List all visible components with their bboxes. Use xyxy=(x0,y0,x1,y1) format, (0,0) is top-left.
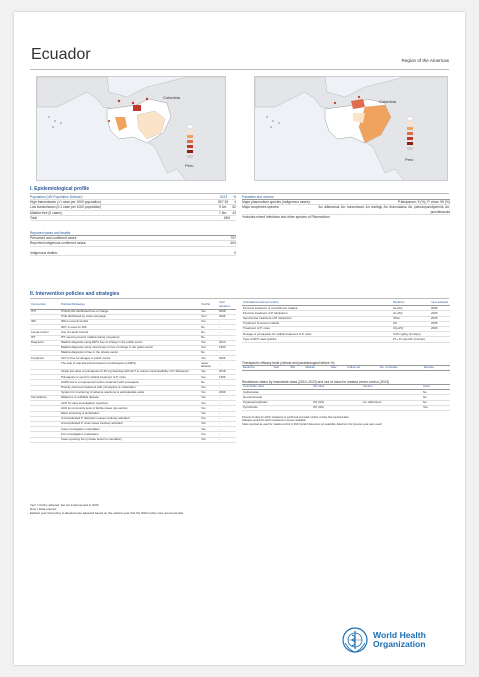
who-name-line2: Organization xyxy=(373,639,426,649)
resistance-title: Resistance status by insecticide class (2010–2023) and use of class for malaria vector control (2023) xyxy=(242,380,450,385)
policy-row: Diagnosis Malaria diagnosis using RDTs free of charge in the public sector Yes 2010 xyxy=(30,340,236,345)
section2-title: II. Intervention policies and strategies xyxy=(30,291,120,297)
policy-row: Malaria diagnosis using microscopy is free of charge in the public sector Yes 1950 xyxy=(30,345,236,350)
resistance-notes: Percent of sites for which resistance is confirmed and total number of sites that reported data Indicates period for which resistance is known available Class reported as used for malaria control in 2023 (total if data were not available, data from the previous year were used) xyxy=(242,416,382,426)
policy-row: Foci investigation undertaken Yes - xyxy=(30,432,236,437)
policy-row: System for monitoring of adverse reactions to antimalarials exists Yes 2009 xyxy=(30,390,236,395)
efficacy-table xyxy=(242,366,450,371)
population-table xyxy=(30,195,236,256)
map-right xyxy=(254,76,448,181)
treatment-row: First-line treatment of P. falciparum AL+PQ 2006 xyxy=(242,311,450,316)
policy-row: G6PD test is a requirement before treatment with primaquine No - xyxy=(30,380,236,385)
cases-row: Presumed and confirmed cases 757 xyxy=(30,236,236,241)
policy-row: ITNs distributed by mass campaign Yes* 2005 xyxy=(30,314,236,319)
population-row: Malaria free (0 cases) 7 8m 43 xyxy=(30,210,236,215)
treatment-row: Type of RDT used (public) Pf + Pv specific (Combo) xyxy=(242,337,450,342)
policy-row: Malaria diagnosis is free in the private sector No - xyxy=(30,351,236,356)
treatment-table xyxy=(242,301,450,343)
policy-row: Surveillance Malaria is a notifiable disease Yes - xyxy=(30,396,236,401)
policy-row: Uncomplicated P. falciparum cases routinely admitted Yes - xyxy=(30,416,236,421)
country-title: Ecuador xyxy=(31,46,91,63)
vectors-row: Major plasmodium species (indigenous cases): P.falciparum: 5 (%), P. vivax: 95 (%) xyxy=(242,200,450,205)
map-right-graphic xyxy=(255,77,448,181)
population-header-year: 2023 xyxy=(219,195,228,199)
map-left-label-peru: Peru xyxy=(185,163,194,168)
policy-row: Larval control Use of Larval Control No - xyxy=(30,330,236,335)
cases-row: Reported indigenous confirmed cases: 604 xyxy=(30,241,236,246)
vectors-row: Major anopheles species: An. albimanus, An. nuneztovari, An. darlingi, An. triannulatus, An. pseudopunctipennis, An. punctimacula xyxy=(242,205,450,214)
cases-row: Indigenous deaths: 0 xyxy=(30,250,236,255)
section1-title: I. Epidemiological profile xyxy=(30,186,90,192)
cases-header: Reported cases and deaths xyxy=(30,231,236,236)
vectors-panel xyxy=(242,195,450,219)
policy-row: Treatment ACT is free for all ages in public sector Yes 2006 xyxy=(30,356,236,361)
policy-row: The sale of oral artemisinin-based monotherapies (oAMTs) never allowed - xyxy=(30,361,236,370)
resistance-header-row: Insecticide class (%) sites Vectors Used xyxy=(242,385,450,390)
policy-row: IPT IPT used to prevent malaria during pregnancy No - xyxy=(30,335,236,340)
page xyxy=(14,12,465,665)
efficacy-title: Therapeutic efficacy tests (clinical and parasitological failure %) xyxy=(242,361,450,366)
policy-header-row: Intervention Policies/Strategies Yes/No Year adopted xyxy=(30,301,236,309)
region-label: Region of the Americas xyxy=(401,58,449,63)
map-right-label-colombia: Colombia xyxy=(379,99,396,104)
map-left-graphic xyxy=(37,77,226,181)
efficacy-header-row: Medicine Year Min Median Max Follow-up No. of studies Species xyxy=(242,366,450,371)
resistance-body xyxy=(242,390,450,411)
population-row: High transmission (>1 case per 1000 population) 807 30 4 xyxy=(30,200,236,205)
policy-row: ITN ITNs/LLINs distributed free of charge Yes 2008 xyxy=(30,309,236,314)
section2-rule xyxy=(30,298,449,299)
policy-body xyxy=(30,309,236,442)
policy-row: Directly observed treatment with primaquine is undertaken Yes - xyxy=(30,385,236,390)
policy-row: Uncomplicated P. vivax cases routinely admitted Yes - xyxy=(30,421,236,426)
who-logo xyxy=(342,625,452,657)
resistance-row: Carbamates No xyxy=(242,390,450,395)
treatment-body xyxy=(242,306,450,342)
policy-row: ACD at community level of febrile cases (pro-active) Yes - xyxy=(30,406,236,411)
population-row: Total 18M xyxy=(30,216,236,221)
treatment-row: Treatment of severe malaria AS 2006 xyxy=(242,321,450,326)
section1-rule xyxy=(30,193,449,194)
policy-row: ACD for case investigation (reactive) Yes - xyxy=(30,401,236,406)
map-right-label-peru: Peru xyxy=(405,157,414,162)
resistance-row: Pyrethroids 0% (0/0) Yes xyxy=(242,405,450,410)
vectors-header: Parasites and vectors xyxy=(242,195,450,200)
policy-row: DDT is used for IRS No - xyxy=(30,325,236,330)
policy-row: Primaquine is used for radical treatment of P. vivax Yes 1956 xyxy=(30,375,236,380)
map-left-label-colombia: Colombia xyxy=(163,95,180,100)
treatment-row: Dosage of primaquine for radical treatment of P. vivax 0.25 mg/Kg (14 days) xyxy=(242,332,450,337)
title-rule xyxy=(30,69,449,70)
policy-row: Mass screening is undertaken Yes - xyxy=(30,411,236,416)
treatment-row: Second-line treatment of P. falciparum Other 2006 xyxy=(242,316,450,321)
resistance-table xyxy=(242,385,450,411)
policy-row: IRS IRS is recommended Yes - xyxy=(30,319,236,324)
population-row: Low transmission (0-1 case per 1000 population) 9 4m 52 xyxy=(30,205,236,210)
who-name-line1: World Health xyxy=(373,630,426,640)
population-header-pct: % xyxy=(233,195,236,199)
resistance-row: Neonicotinoids No xyxy=(242,395,450,400)
treatment-row: First-line treatment of unconfirmed malaria AL+PQ 2006 xyxy=(242,306,450,311)
policy-row: Single low dose of primaquine (0.25 mg base/kg) with ACT to reduce transmissibility of P. falciparum Yes 2018 xyxy=(30,370,236,375)
map-left xyxy=(36,76,226,181)
policy-row: Case investigation undertaken Yes - xyxy=(30,427,236,432)
who-emblem-icon xyxy=(342,627,368,653)
treatment-row: Treatment of P. vivax CQ+PQ 2006 xyxy=(242,326,450,331)
policy-table xyxy=(30,301,236,443)
treatment-header-row: Antimalaria treatment policy Medicine Year adopted xyxy=(243,300,449,305)
footnotes: Yes* = Policy adopted, but not implemented in 2023 Dna = Data entered Earliest year that policy is adopted was adjusted based on the earliest year that the WHO policy was recommended xyxy=(30,503,184,515)
vectors-note: *includes mixed infections and other species of Plasmodium xyxy=(242,214,330,219)
resistance-row: Organophosphates 0% (0/3) An. albimanus No xyxy=(242,400,450,405)
population-header-label: Population (UN Population Division) xyxy=(30,195,83,199)
policy-row: Case reporting from private sector is mandatory Yes - xyxy=(30,437,236,442)
